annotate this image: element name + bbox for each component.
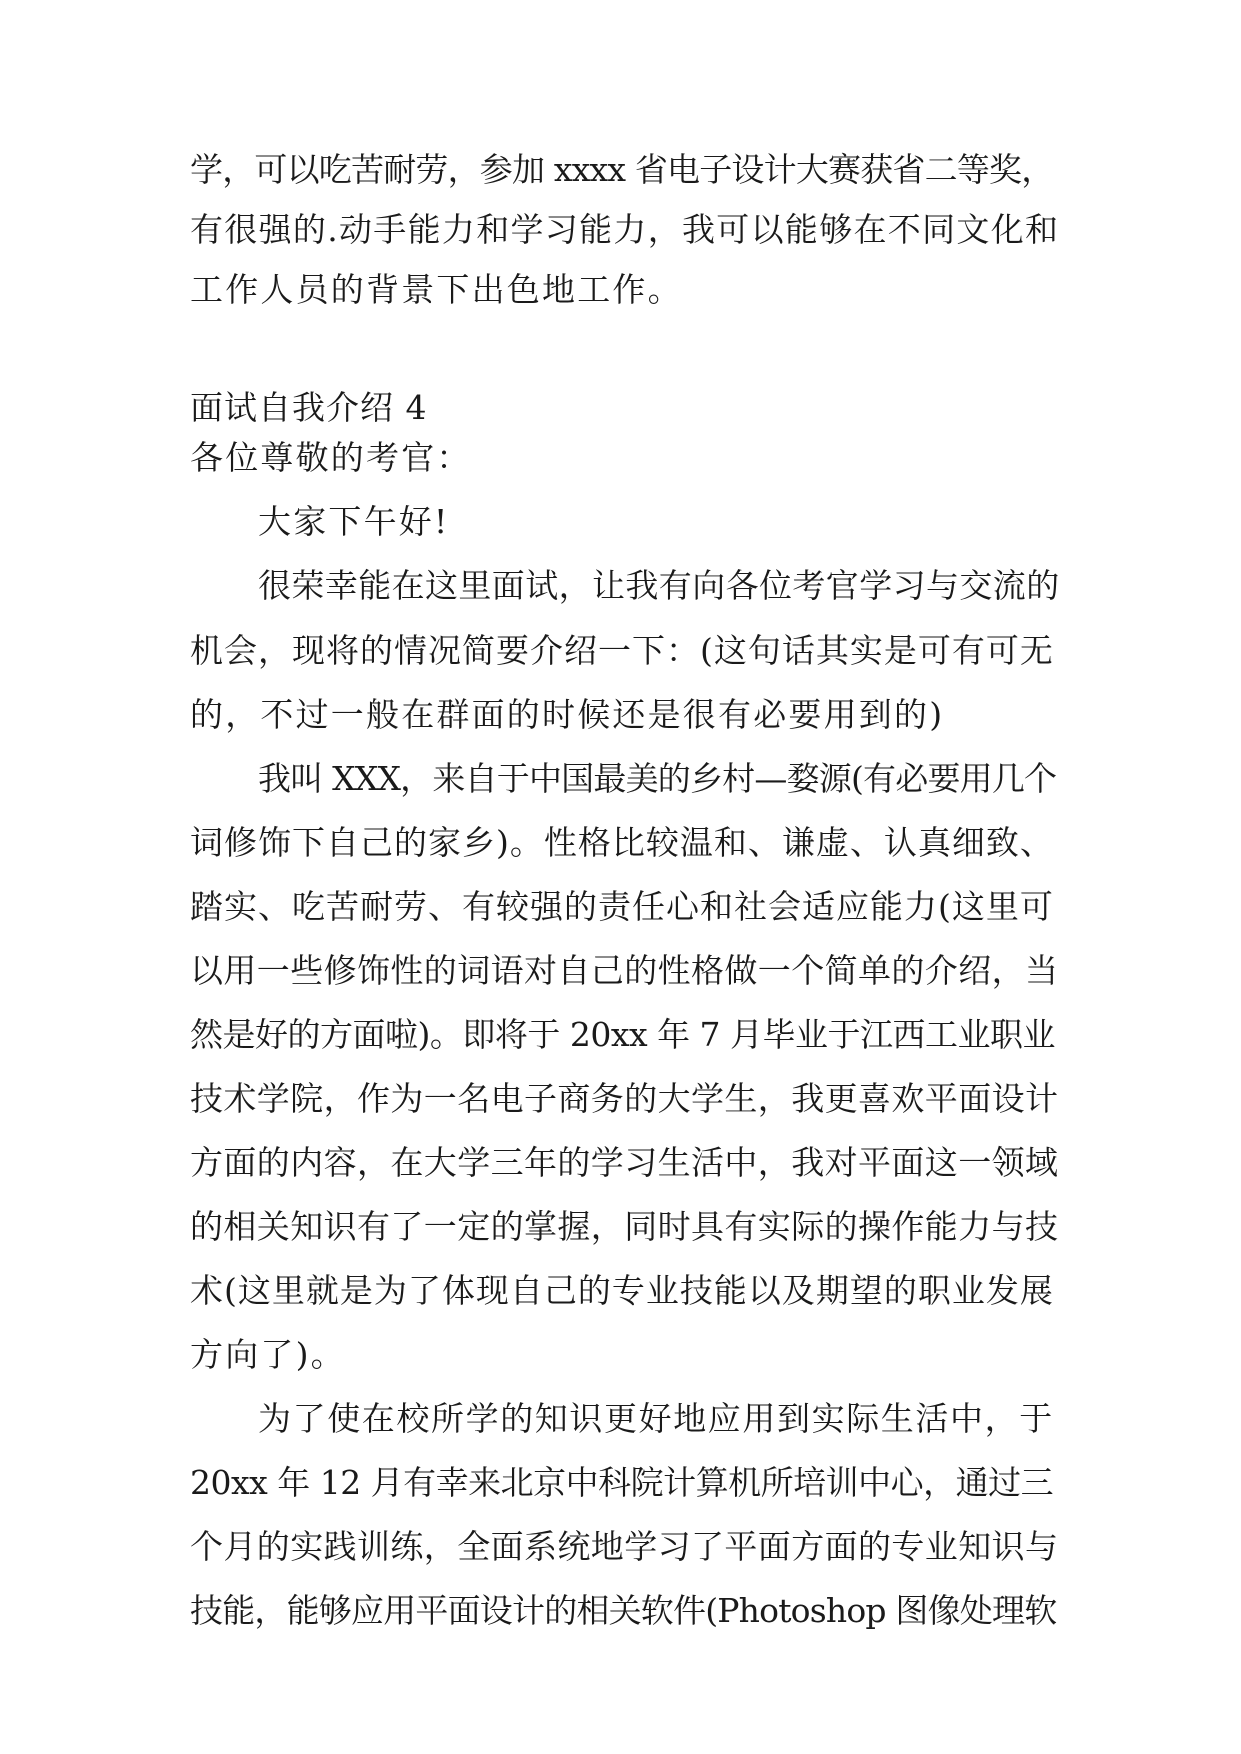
paragraph-2-line-5: 然是好的方面啦)。即将于 20xx 年 7 月毕业于江西工业职业 [190, 1015, 1056, 1054]
intro-line-2: 有很强的.动手能力和学习能力，我可以能够在不同文化和 [190, 210, 1060, 249]
paragraph-2-line-6: 技术学院，作为一名电子商务的大学生，我更喜欢平面设计 [190, 1079, 1059, 1118]
paragraph-2-line-7: 方面的内容，在大学三年的学习生活中，我对平面这一领域 [190, 1143, 1059, 1182]
paragraph-2-line-3: 踏实、吃苦耐劳、有较强的责任心和社会适应能力(这里可 [190, 887, 1054, 926]
paragraph-2-line-2: 词修饰下自己的家乡)。性格比较温和、谦虚、认真细致、 [190, 823, 1054, 862]
greeting: 大家下午好! [258, 502, 450, 541]
paragraph-2-line-9: 术(这里就是为了体现自己的专业技能以及期望的职业发展 [190, 1271, 1054, 1310]
intro-line-1: 学，可以吃苦耐劳，参加 xxxx 省电子设计大赛获省二等奖， [190, 150, 1054, 189]
salutation: 各位尊敬的考官： [190, 438, 472, 477]
paragraph-2-line-8: 的相关知识有了一定的掌握，同时具有实际的操作能力与技 [190, 1207, 1059, 1246]
paragraph-1-line-2: 机会，现将的情况简要介绍一下：(这句话其实是可有可无 [190, 631, 1054, 670]
paragraph-1-line-1: 很荣幸能在这里面试，让我有向各位考官学习与交流的 [258, 566, 1060, 605]
paragraph-3-line-1: 为了使在校所学的知识更好地应用到实际生活中，于 [258, 1399, 1054, 1438]
paragraph-2-line-10: 方向了)。 [190, 1335, 346, 1374]
intro-line-3: 工作人员的背景下出色地工作。 [190, 270, 683, 309]
paragraph-1-line-3: 的，不过一般在群面的时候还是很有必要用到的) [190, 695, 945, 734]
paragraph-3-line-2: 20xx 年 12 月有幸来北京中科院计算机所培训中心，通过三 [190, 1463, 1054, 1502]
paragraph-3-line-3: 个月的实践训练，全面系统地学习了平面方面的专业知识与 [190, 1527, 1059, 1566]
paragraph-3-line-4: 技能，能够应用平面设计的相关软件(Photoshop 图像处理软 [190, 1591, 1057, 1630]
paragraph-2-line-4: 以用一些修饰性的词语对自己的性格做一个简单的介绍，当 [190, 951, 1059, 990]
section-title: 面试自我介绍 4 [190, 388, 428, 427]
paragraph-2-line-1: 我叫 XXX，来自于中国最美的乡村—婺源(有必要用几个 [258, 759, 1057, 798]
